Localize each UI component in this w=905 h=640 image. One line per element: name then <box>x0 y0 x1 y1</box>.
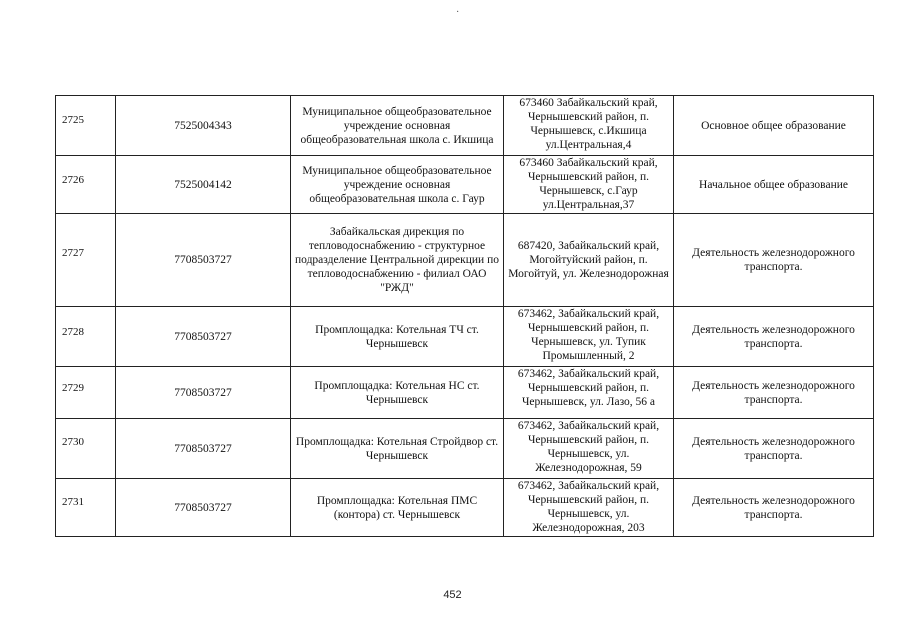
organization-name-cell: Промплощадка: Котельная НС ст. Чернышевск <box>291 367 504 419</box>
address-cell: 687420, Забайкальский край, Могойтуйский район, п. Могойтуй, ул. Железнодорожная <box>504 214 674 307</box>
table-row <box>56 419 874 479</box>
address-cell: 673460 Забайкальский край, Чернышевский район, п. Чернышевск, с.Икшица ул.Центральная,4 <box>504 96 674 156</box>
row-number-cell: 2730 <box>56 419 116 479</box>
activity-cell: Деятельность железнодорожного транспорта. <box>674 367 874 419</box>
activity-cell: Деятельность железнодорожного транспорта. <box>674 307 874 367</box>
address-cell: 673462, Забайкальский край, Чернышевский район, п. Чернышевск, ул. Железнодорожная, 59 <box>504 419 674 479</box>
activity-cell: Деятельность железнодорожного транспорта. <box>674 214 874 307</box>
table-row <box>56 156 874 214</box>
organization-name-cell: Промплощадка: Котельная Стройдвор ст. Чернышевск <box>291 419 504 479</box>
inn-cell: 7708503727 <box>116 479 291 537</box>
organization-name-cell: Забайкальская дирекция по тепловодоснабжению - структурное подразделение Центральной дирекции по тепловодоснабжению - филиал ОАО "РЖД" <box>291 214 504 307</box>
address-cell: 673462, Забайкальский край, Чернышевский район, п. Чернышевск, ул. Тупик Промышленный, 2 <box>504 307 674 367</box>
table-row <box>56 96 874 156</box>
registry-table <box>55 95 874 537</box>
row-number-cell: 2728 <box>56 307 116 367</box>
address-cell: 673460 Забайкальский край, Чернышевский район, п. Чернышевск, с.Гаур ул.Центральная,37 <box>504 156 674 214</box>
row-number-cell: 2726 <box>56 156 116 214</box>
page-number: 452 <box>443 589 462 601</box>
row-number-cell: 2731 <box>56 479 116 537</box>
organization-name-cell: Промплощадка: Котельная ПМС (контора) ст. Чернышевск <box>291 479 504 537</box>
inn-cell: 7708503727 <box>116 307 291 367</box>
inn-cell: 7525004343 <box>116 96 291 156</box>
address-cell: 673462, Забайкальский край, Чернышевский район, п. Чернышевск, ул. Железнодорожная, 203 <box>504 479 674 537</box>
inn-cell: 7525004142 <box>116 156 291 214</box>
organization-name-cell: Промплощадка: Котельная ТЧ ст. Чернышевск <box>291 307 504 367</box>
table-row <box>56 307 874 367</box>
inn-cell: 7708503727 <box>116 367 291 419</box>
scan-dot-mark: · <box>456 7 460 18</box>
activity-cell: Начальное общее образование <box>674 156 874 214</box>
address-cell: 673462, Забайкальский край, Чернышевский район, п. Чернышевск, ул. Лазо, 56 а <box>504 367 674 419</box>
table-row <box>56 214 874 307</box>
table-row <box>56 479 874 537</box>
organization-name-cell: Муниципальное общеобразовательное учреждение основная общеобразовательная школа с. Икшица <box>291 96 504 156</box>
activity-cell: Деятельность железнодорожного транспорта. <box>674 479 874 537</box>
row-number-cell: 2727 <box>56 214 116 307</box>
activity-cell: Деятельность железнодорожного транспорта. <box>674 419 874 479</box>
row-number-cell: 2729 <box>56 367 116 419</box>
row-number-cell: 2725 <box>56 96 116 156</box>
inn-cell: 7708503727 <box>116 214 291 307</box>
activity-cell: Основное общее образование <box>674 96 874 156</box>
organization-name-cell: Муниципальное общеобразовательное учреждение основная общеобразовательная школа с. Гаур <box>291 156 504 214</box>
table-row <box>56 367 874 419</box>
inn-cell: 7708503727 <box>116 419 291 479</box>
